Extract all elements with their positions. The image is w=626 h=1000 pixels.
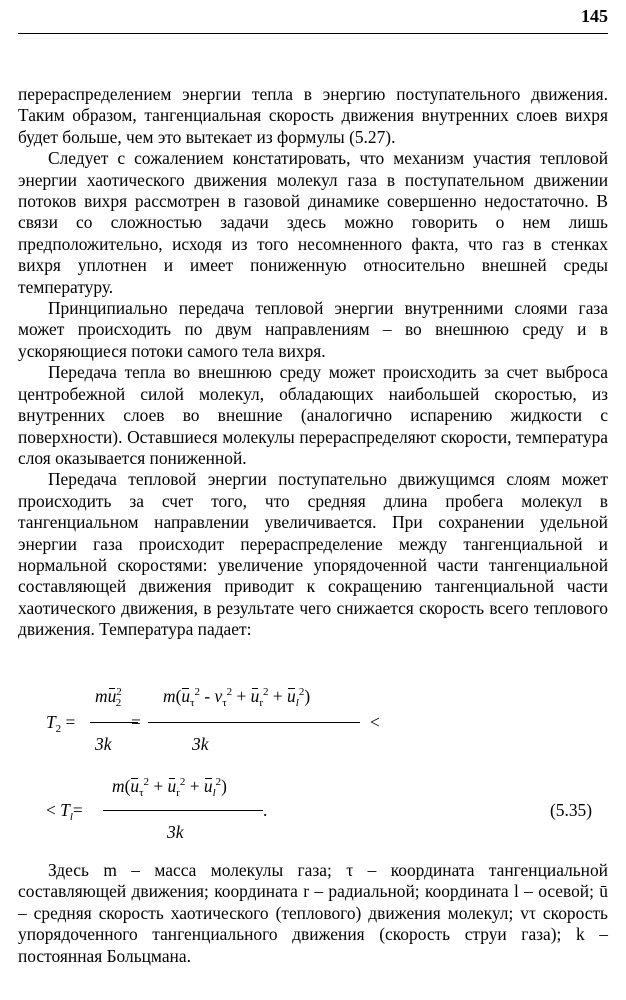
page-number: 145 [581, 6, 608, 26]
equation-number: (5.35) [550, 800, 593, 820]
eq-frac3-line [103, 810, 263, 811]
body-text [18, 84, 608, 641]
paragraph-4: Передача тепла во внешнюю среду может происходить за счет выброса центробежной силой молекул, обладающих наибольшей скоростью, из внутренних слоев во внешние (аналогично испарению жидкости с поверхности). Оставшиеся молекулы перераспределяют скорости, температура слоя оказывается пониженной. [18, 362, 608, 468]
eq-lhs-t2: $T_2$ = [46, 712, 76, 735]
eq-equals: = [131, 712, 141, 732]
eq-frac2-num: $m(u_\tau^2 - v_\tau^2 + u_r^2 + u_l^2)$ [163, 686, 311, 709]
eq-frac1-num: $mu^2_2$ [95, 686, 122, 709]
eq-frac2-den: 3k [192, 734, 209, 754]
paragraph-2: Следует с сожалением констатировать, что механизм участия тепловой энергии хаотического движения молекул газа в поступательном движении потоков вихря рассмотрен в газовой динамике совершенно недостаточно. В связи со сложностью задачи здесь можно говорить о нем лишь предположительно, исходя из того несомненного факта, что газ в стенках вихря уплотнен и имеет пониженную относительно внешней среды температуру. [18, 148, 608, 297]
eq-less-than-2: < $T_l=$ [46, 800, 83, 823]
eq-period: . [263, 800, 268, 820]
paragraph-1: перераспределением энергии тепла в энергию поступательного движения. Таким образом, тангенциальная скорость движения внутренних слоев вихря будет больше, чем это вытекает из формулы (5.27). [18, 84, 608, 147]
paragraph-3: Принципиально передача тепловой энергии внутренними слоями газа может происходить по двум направлениям – во внешнюю среду и в ускоряющиеся потоки самого тела вихря. [18, 298, 608, 361]
eq-frac3-num: $m(u_\tau^2 + u_r^2 + u_l^2)$ [112, 776, 227, 799]
eq-less-than-1: < [370, 712, 380, 732]
paragraph-5: Передача тепловой энергии поступательно движущимся слоям может происходить за счет того, что средняя длина пробега молекул в тангенциальном направлении увеличивается. При сохранении удельной энергии газа происходит перераспределение между тангенциальной и нормальной скоростями: увеличение упорядоченной части тангенциальной составляющей движения приводит к сокращению тангенциальной части хаотического движения, в результате чего снижается скорость всего теплового движения. Температура падает: [18, 469, 608, 640]
paragraph-6: Здесь m – масса молекулы газа; τ – координата тангенциальной составляющей движения; координата r – радиальной; координата l – осевой; ū – средняя скорость хаотического (теплового) движения молекул; vτ скорость упорядоченного тангенциального движения (скорость струи газа); k – постоянная Больцмана. [18, 860, 608, 966]
eq-frac3-den: 3k [167, 822, 184, 842]
bottom-text [18, 860, 608, 967]
eq-frac2-line [148, 722, 360, 723]
eq-frac1-den: 3k [95, 734, 112, 754]
header-rule [18, 33, 608, 34]
